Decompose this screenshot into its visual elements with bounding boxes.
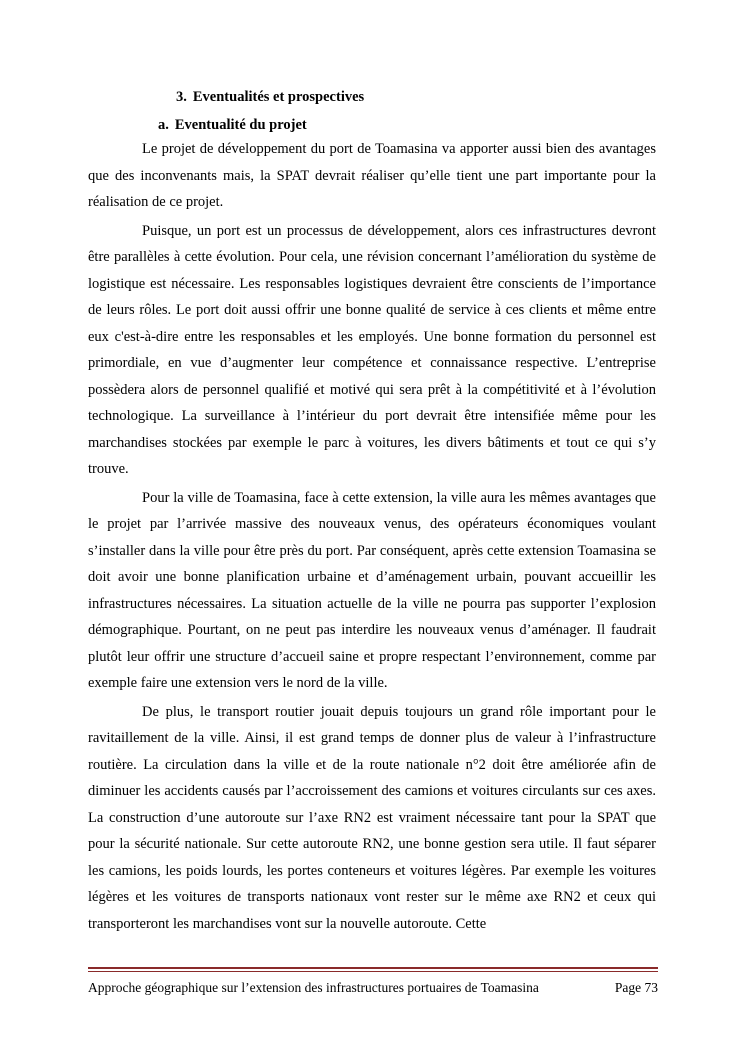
subsection-heading (88, 114, 656, 136)
section-number: 3. (176, 89, 187, 105)
section-heading (88, 86, 656, 108)
paragraph-3: Pour la ville de Toamasina, face à cette extension, la ville aura les mêmes avantages que le projet par l’arrivée massive des nouveaux venus, des opérateurs économiques voulant s’installer dans la ville pour être près du port. Par conséquent, après cette extension Toamasina se doit avoir une bonne planification urbaine et d’aménagement urbain, pouvant accueillir les infrastructures nécessaires. La situation actuelle de la ville ne pourra pas supporter l’explosion démographique. Pourtant, on ne peut pas interdire les nouveaux venus d’aménager. Il faudrait plutôt leur offrir une structure d’accueil saine et propre respectant l’environnement, comme par exemple faire une extension vers le nord de la ville. (88, 489, 656, 691)
paragraph-1: Le projet de développement du port de Toamasina va apporter aussi bien des avantages que des inconvenants mais, la SPAT devrait réaliser qu’elle tient une part importante pour la réalisation de ce projet. (88, 141, 656, 210)
footer-rule-thin (88, 971, 658, 972)
paragraph-2: Puisque, un port est un processus de développement, alors ces infrastructures devront être parallèles à cette évolution. Pour cela, une révision concernant l’amélioration du système de logistique est nécessaire. Les responsables logistiques devraient être conscients de l’importance de leurs rôles. Le port doit aussi offrir une bonne qualité de service à ces clients et même entre eux c'est-à-dire entre les responsables et les employés. Une bonne formation du personnel est primordiale, en vue d’augmenter leur compétence et connaissance respective. L’entreprise possèdera alors de personnel qualifié et motivé qui sera prêt à la compétitivité et à l’évolution technologique. La surveillance à l’intérieur du port devrait être intensifiée même pour les marchandises stockées par exemple le parc à voitures, les divers bâtiments et tout ce qui s’y trouve. (88, 222, 656, 477)
page-footer (88, 967, 658, 997)
footer-title: Approche géographique sur l’extension des infrastructures portuaires de Toamasina (88, 980, 539, 995)
footer-row (88, 979, 658, 997)
section-title: Eventualités et prospectives (192, 89, 365, 105)
page-body (88, 86, 656, 939)
paragraph-4: De plus, le transport routier jouait depuis toujours un grand rôle important pour le ravitaillement de la ville. Ainsi, il est grand temps de donner plus de valeur à l’infrastructure routière. La circulation dans la ville et de la route nationale n°2 doit être améliorée afin de diminuer les accidents causés par l’accroissement des camions et voitures circulants sur ces axes. La construction d’une autoroute sur l’axe RN2 est vraiment nécessaire tant pour la SPAT que pour la sécurité nationale. Sur cette autoroute RN2, une bonne gestion sera utile. Il faut séparer les camions, les poids lourds, les portes conteneurs et voitures légères. Par exemple les voitures légères et les voitures de transports nationaux vont rester sur le même axe RN2 et ceux qui transporteront les marchandises vont sur la nouvelle autoroute. Cette (88, 703, 656, 932)
footer-rule-thick (88, 967, 658, 969)
subsection-title: Eventualité du projet (174, 117, 307, 133)
subsection-number: a. (158, 117, 169, 133)
page-number: Page 73 (614, 980, 658, 995)
